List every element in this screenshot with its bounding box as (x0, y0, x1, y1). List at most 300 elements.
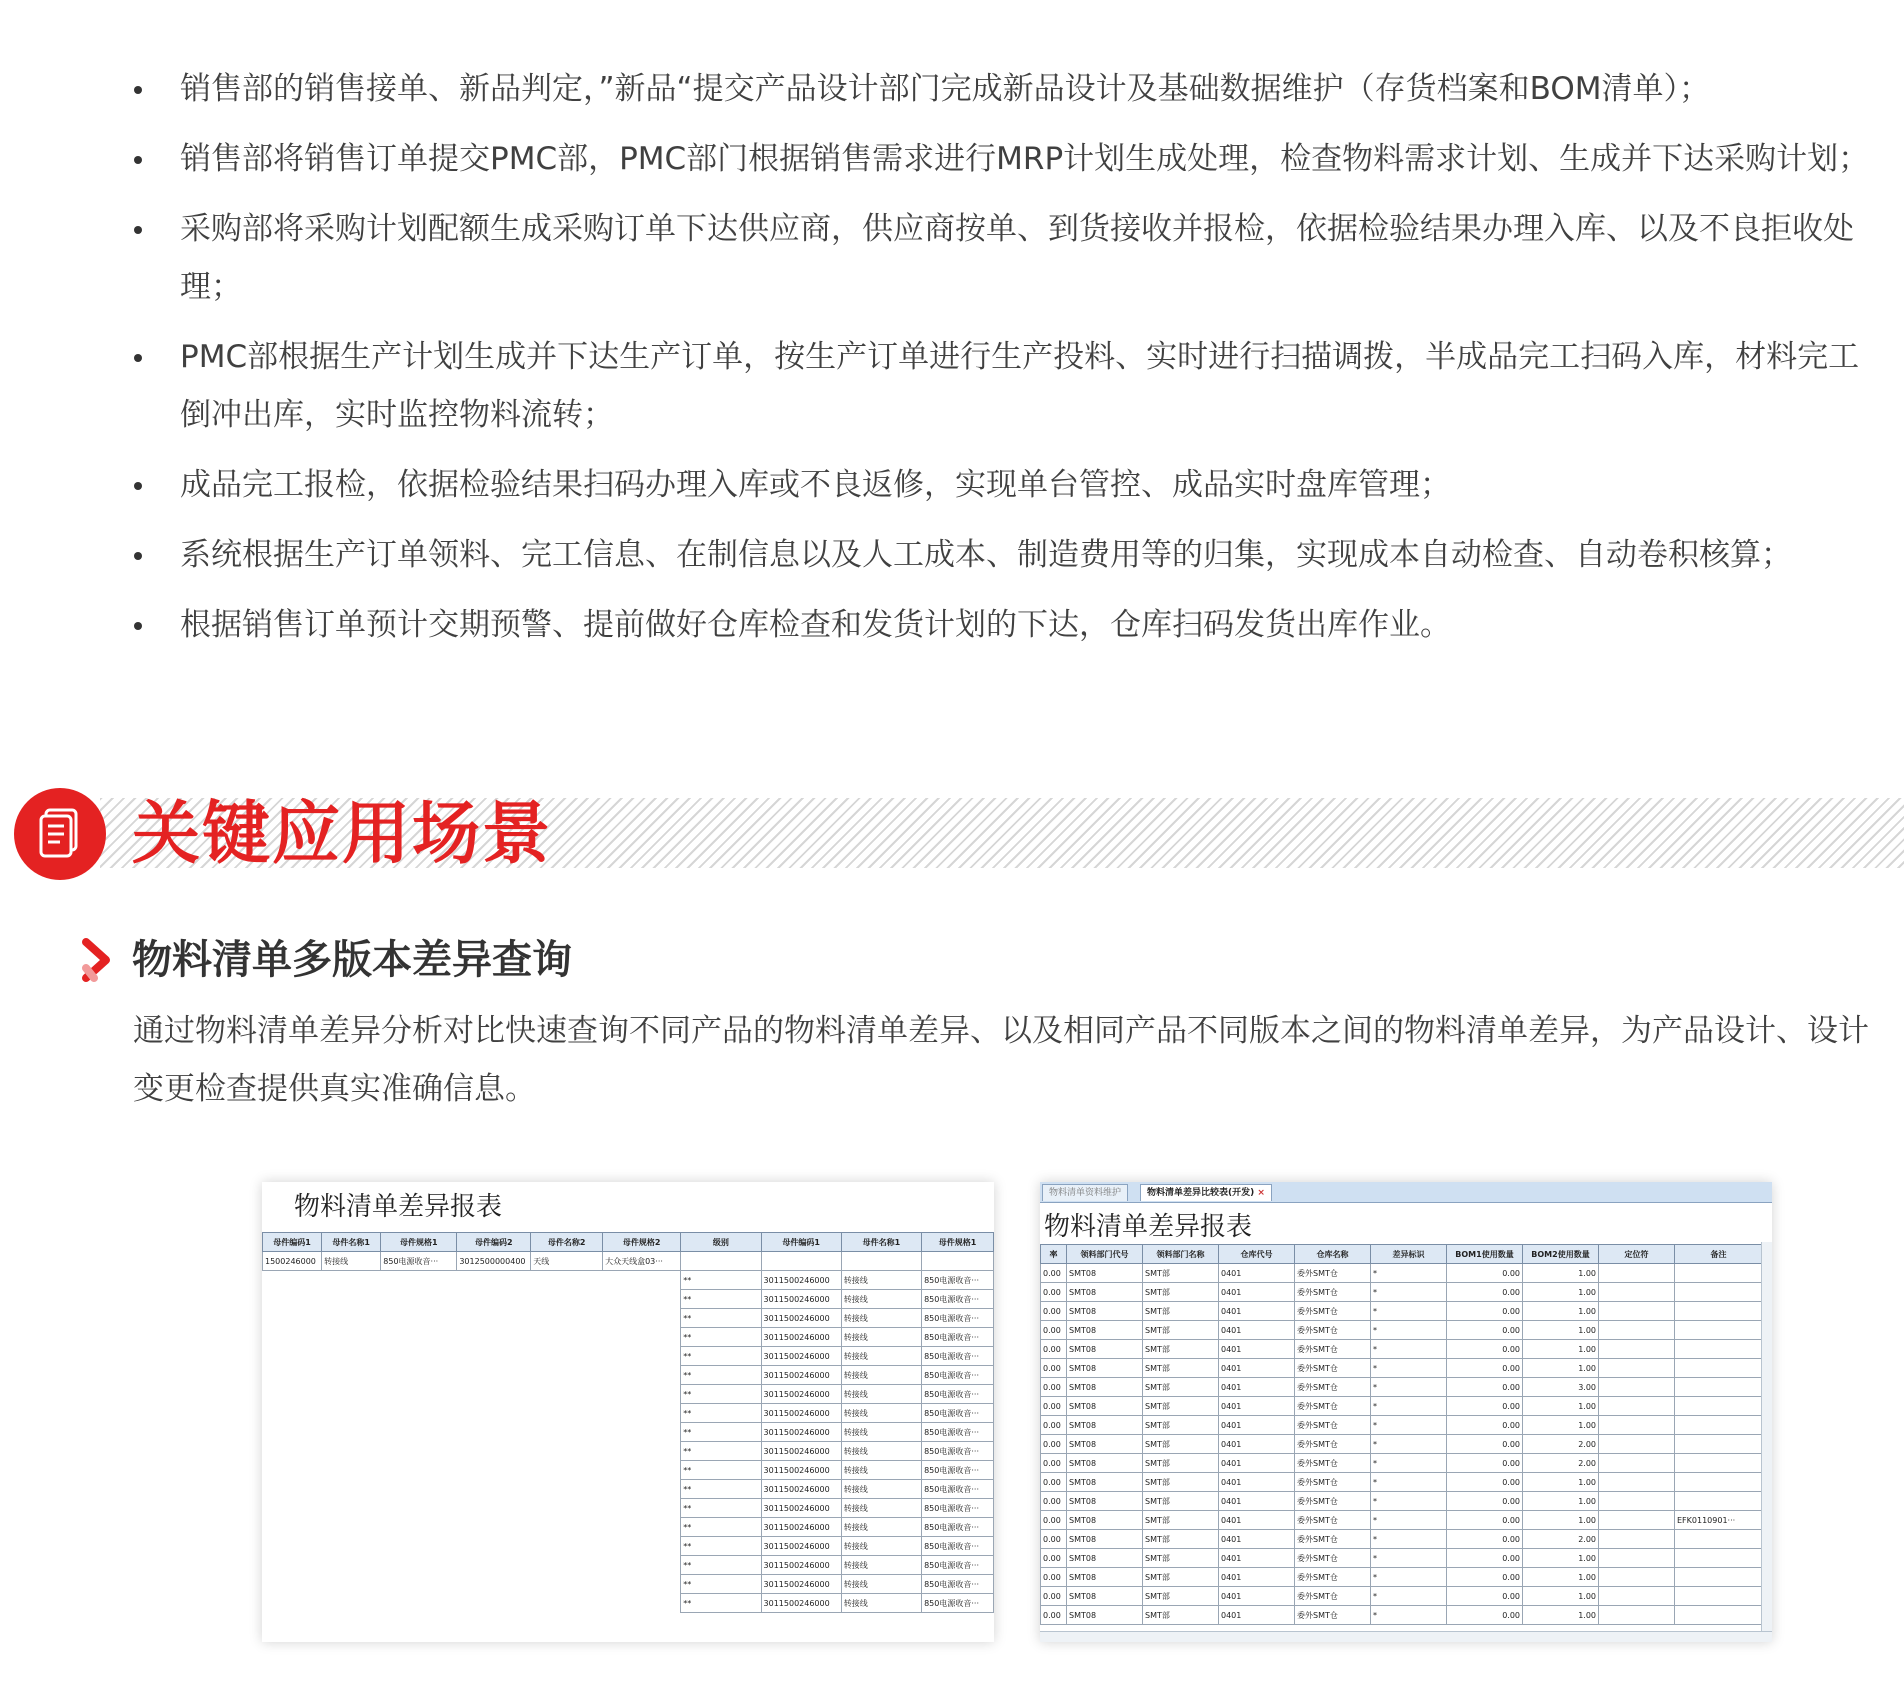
table-cell: ** (681, 1423, 761, 1442)
column-header[interactable]: 母件名称1 (322, 1233, 381, 1252)
table-row (1041, 1283, 1763, 1302)
table-cell: 3011500246000 (761, 1594, 841, 1613)
table-row (263, 1480, 994, 1499)
table-cell: 转接线 (841, 1404, 921, 1423)
table-cell (457, 1442, 531, 1461)
column-header[interactable]: 母件规格2 (603, 1233, 681, 1252)
table-cell: * (1371, 1378, 1447, 1397)
table-cell: 委外SMT仓 (1295, 1264, 1371, 1283)
table-cell: 0401 (1219, 1549, 1295, 1568)
table-cell (381, 1423, 457, 1442)
table-cell (322, 1423, 381, 1442)
chevron-right-icon (80, 938, 114, 982)
table-row (263, 1366, 994, 1385)
table-row (1041, 1511, 1763, 1530)
table-cell: 0401 (1219, 1359, 1295, 1378)
table-cell (603, 1518, 681, 1537)
table-cell: 850电源收音··· (922, 1271, 994, 1290)
report-table (262, 1232, 994, 1613)
table-cell: 0401 (1219, 1606, 1295, 1625)
table-cell: * (1371, 1359, 1447, 1378)
table-cell: * (1371, 1264, 1447, 1283)
table-row (263, 1594, 994, 1613)
table-cell (531, 1442, 603, 1461)
table-cell: SMT08 (1067, 1283, 1143, 1302)
table-cell: 0.00 (1447, 1340, 1523, 1359)
table-cell (603, 1423, 681, 1442)
table-cell: SMT08 (1067, 1511, 1143, 1530)
column-header[interactable]: 定位符 (1599, 1245, 1675, 1264)
table-cell: 0.00 (1447, 1416, 1523, 1435)
table-cell: * (1371, 1606, 1447, 1625)
table-row (1041, 1321, 1763, 1340)
table-cell (457, 1480, 531, 1499)
table-cell (531, 1309, 603, 1328)
table-cell: 转接线 (841, 1575, 921, 1594)
table-cell: 0.00 (1041, 1454, 1067, 1473)
table-cell (531, 1423, 603, 1442)
table-cell: 委外SMT仓 (1295, 1511, 1371, 1530)
table-cell (603, 1309, 681, 1328)
table-cell (1599, 1492, 1675, 1511)
table-cell: 1.00 (1523, 1587, 1599, 1606)
table-cell (263, 1271, 322, 1290)
table-cell (381, 1518, 457, 1537)
table-cell (322, 1537, 381, 1556)
table-cell: 0.00 (1041, 1435, 1067, 1454)
table-cell: ** (681, 1366, 761, 1385)
table-cell: 850电源收音··· (922, 1328, 994, 1347)
table-row (1041, 1568, 1763, 1587)
table-cell: * (1371, 1473, 1447, 1492)
table-cell: * (1371, 1454, 1447, 1473)
table-cell: 3011500246000 (761, 1309, 841, 1328)
column-header[interactable]: 领料部门代号 (1067, 1245, 1143, 1264)
table-cell (457, 1594, 531, 1613)
bullet-dot-icon (134, 86, 142, 94)
table-cell: SMT部 (1143, 1302, 1219, 1321)
table-cell: SMT08 (1067, 1587, 1143, 1606)
table-cell (1675, 1587, 1763, 1606)
table-cell (263, 1575, 322, 1594)
table-cell (263, 1499, 322, 1518)
table-row (263, 1499, 994, 1518)
table-cell (1675, 1606, 1763, 1625)
table-cell: * (1371, 1492, 1447, 1511)
table-cell: SMT部 (1143, 1283, 1219, 1302)
table-cell: SMT部 (1143, 1511, 1219, 1530)
table-cell (531, 1404, 603, 1423)
report-table (1040, 1244, 1763, 1625)
table-cell: 3011500246000 (761, 1461, 841, 1480)
table-cell: 0.00 (1447, 1283, 1523, 1302)
table-cell (681, 1252, 761, 1271)
table-cell: ** (681, 1499, 761, 1518)
table-cell: 转接线 (841, 1556, 921, 1575)
table-cell: SMT部 (1143, 1378, 1219, 1397)
table-cell: 0.00 (1447, 1549, 1523, 1568)
table-cell (322, 1366, 381, 1385)
table-cell: 850电源收音··· (922, 1309, 994, 1328)
table-cell (457, 1290, 531, 1309)
table-cell: 委外SMT仓 (1295, 1283, 1371, 1302)
table-cell: * (1371, 1321, 1447, 1340)
bullet-dot-icon (134, 156, 142, 164)
table-cell: * (1371, 1568, 1447, 1587)
table-cell (322, 1575, 381, 1594)
column-header[interactable]: 母件编码2 (457, 1233, 531, 1252)
table-row (263, 1556, 994, 1575)
table-cell (263, 1347, 322, 1366)
table-cell (457, 1328, 531, 1347)
table-cell (322, 1271, 381, 1290)
table-cell: 1500246000 (263, 1252, 322, 1271)
table-cell (322, 1404, 381, 1423)
table-cell: 0401 (1219, 1302, 1295, 1321)
table-cell (531, 1347, 603, 1366)
table-cell: 3011500246000 (761, 1404, 841, 1423)
subsection-description: 通过物料清单差异分析对比快速查询不同产品的物料清单差异、以及相同产品不同版本之间的物料清单差异，为产品设计、设计变更检查提供真实准确信息。 (133, 1013, 1869, 1107)
table-cell (322, 1290, 381, 1309)
table-cell: 0.00 (1447, 1530, 1523, 1549)
table-cell (841, 1252, 921, 1271)
table-cell: 委外SMT仓 (1295, 1340, 1371, 1359)
table-row (263, 1423, 994, 1442)
table-cell (1599, 1568, 1675, 1587)
vertical-scrollbar[interactable] (1761, 1242, 1772, 1632)
table-cell: 0.00 (1041, 1264, 1067, 1283)
table-cell: 0.00 (1447, 1606, 1523, 1625)
table-cell: 0.00 (1041, 1549, 1067, 1568)
table-cell: 委外SMT仓 (1295, 1416, 1371, 1435)
table-cell (603, 1385, 681, 1404)
table-cell: 转接线 (841, 1594, 921, 1613)
table-cell: 0401 (1219, 1454, 1295, 1473)
table-cell (322, 1480, 381, 1499)
table-row (1041, 1549, 1763, 1568)
column-header[interactable]: 母件名称1 (841, 1233, 921, 1252)
table-cell: 1.00 (1523, 1511, 1599, 1530)
table-row (263, 1461, 994, 1480)
table-cell: 0401 (1219, 1435, 1295, 1454)
table-cell: 0401 (1219, 1530, 1295, 1549)
tab-bom-diff-compare[interactable]: 物料清单差异比较表(开发) × (1140, 1184, 1272, 1201)
table-cell: 0401 (1219, 1473, 1295, 1492)
table-cell (531, 1499, 603, 1518)
section-title: 关键应用场景 (132, 795, 553, 874)
table-cell (263, 1518, 322, 1537)
table-cell: SMT08 (1067, 1568, 1143, 1587)
column-header[interactable]: 级别 (681, 1233, 761, 1252)
bullet-item: 销售部的销售接单、新品判定，”新品“提交产品设计部门完成新品设计及基础数据维护（存货档案和BOM清单）； (130, 60, 1890, 118)
table-cell (457, 1309, 531, 1328)
table-cell (1599, 1416, 1675, 1435)
column-header[interactable]: 母件规格1 (922, 1233, 994, 1252)
table-row (1041, 1264, 1763, 1283)
table-cell: 1.00 (1523, 1473, 1599, 1492)
bullet-item: 销售部将销售订单提交PMC部，PMC部门根据销售需求进行MRP计划生成处理，检查物料需求计划、生成并下达采购计划； (130, 130, 1890, 188)
table-cell: 850电源收音··· (922, 1423, 994, 1442)
table-cell: 0401 (1219, 1283, 1295, 1302)
table-cell: 0.00 (1041, 1473, 1067, 1492)
column-header[interactable]: 率 (1041, 1245, 1067, 1264)
table-cell: * (1371, 1549, 1447, 1568)
table-cell (263, 1366, 322, 1385)
table-cell (531, 1537, 603, 1556)
table-cell (1599, 1606, 1675, 1625)
table-cell: 3012500000400 (457, 1252, 531, 1271)
table-cell: 850电源收音··· (922, 1499, 994, 1518)
table-cell: ** (681, 1442, 761, 1461)
table-cell: SMT08 (1067, 1302, 1143, 1321)
table-cell: 0.00 (1447, 1302, 1523, 1321)
column-header[interactable]: 母件编码1 (263, 1233, 322, 1252)
table-cell: ** (681, 1290, 761, 1309)
table-cell (381, 1537, 457, 1556)
table-cell (457, 1499, 531, 1518)
table-cell: 850电源收音··· (922, 1556, 994, 1575)
table-cell (322, 1328, 381, 1347)
table-cell: 0.00 (1041, 1511, 1067, 1530)
table-cell: 3011500246000 (761, 1423, 841, 1442)
table-cell (263, 1442, 322, 1461)
table-cell (381, 1442, 457, 1461)
table-row (263, 1404, 994, 1423)
bullet-item: 成品完工报检，依据检验结果扫码办理入库或不良返修，实现单台管控、成品实时盘库管理； (130, 456, 1890, 514)
column-header[interactable]: 备注 (1675, 1245, 1763, 1264)
table-cell: 0.00 (1041, 1568, 1067, 1587)
table-cell: 委外SMT仓 (1295, 1321, 1371, 1340)
table-row (1041, 1454, 1763, 1473)
table-cell: 850电源收音··· (922, 1385, 994, 1404)
table-cell: 大众天线盒03··· (603, 1252, 681, 1271)
table-cell: 3011500246000 (761, 1328, 841, 1347)
report-title: 物料清单差异报表 (294, 1192, 503, 1222)
table-cell (322, 1594, 381, 1613)
bom-diff-report-screenshot-1 (262, 1182, 994, 1642)
section-header (0, 780, 1904, 890)
table-cell (263, 1328, 322, 1347)
table-cell: 转接线 (841, 1442, 921, 1461)
close-icon[interactable]: × (1257, 1188, 1265, 1198)
table-cell: SMT部 (1143, 1321, 1219, 1340)
table-cell (1599, 1397, 1675, 1416)
table-cell: 3.00 (1523, 1378, 1599, 1397)
table-cell (1675, 1530, 1763, 1549)
report-title: 物料清单差异报表 (1044, 1212, 1253, 1242)
table-cell: 850电源收音··· (922, 1480, 994, 1499)
table-cell (263, 1594, 322, 1613)
table-cell: 0.00 (1447, 1568, 1523, 1587)
column-header[interactable]: 母件名称2 (531, 1233, 603, 1252)
table-cell: 委外SMT仓 (1295, 1606, 1371, 1625)
table-cell: ** (681, 1556, 761, 1575)
table-cell (457, 1461, 531, 1480)
table-cell: SMT部 (1143, 1606, 1219, 1625)
tab-bar (1040, 1182, 1772, 1203)
table-row (1041, 1416, 1763, 1435)
table-cell: 0.00 (1447, 1378, 1523, 1397)
table-cell: 转接线 (322, 1252, 381, 1271)
table-cell (457, 1347, 531, 1366)
table-cell: 0.00 (1041, 1397, 1067, 1416)
table-cell: 0401 (1219, 1378, 1295, 1397)
table-cell (322, 1442, 381, 1461)
table-cell: 0401 (1219, 1416, 1295, 1435)
column-header[interactable]: 差异标识 (1371, 1245, 1447, 1264)
column-header[interactable]: 仓库代号 (1219, 1245, 1295, 1264)
bullet-item: 根据销售订单预计交期预警、提前做好仓库检查和发货计划的下达，仓库扫码发货出库作业。 (130, 596, 1890, 654)
table-cell: 0.00 (1041, 1359, 1067, 1378)
table-cell: 转接线 (841, 1499, 921, 1518)
table-cell (263, 1423, 322, 1442)
table-cell: SMT部 (1143, 1549, 1219, 1568)
table-cell: 委外SMT仓 (1295, 1359, 1371, 1378)
table-cell: 3011500246000 (761, 1480, 841, 1499)
table-cell: 0.00 (1447, 1435, 1523, 1454)
table-row (1041, 1378, 1763, 1397)
table-cell: 1.00 (1523, 1416, 1599, 1435)
table-row (263, 1309, 994, 1328)
table-cell: * (1371, 1530, 1447, 1549)
bullet-item: 采购部将采购计划配额生成采购订单下达供应商，供应商按单、到货接收并报检，依据检验结果办理入库、以及不良拒收处理； (130, 200, 1890, 316)
horizontal-scrollbar[interactable] (1040, 1631, 1772, 1642)
table-cell: 委外SMT仓 (1295, 1435, 1371, 1454)
table-cell: 0.00 (1041, 1378, 1067, 1397)
table-cell: SMT08 (1067, 1264, 1143, 1283)
table-cell: 转接线 (841, 1461, 921, 1480)
table-cell: 1.00 (1523, 1549, 1599, 1568)
table-cell (531, 1366, 603, 1385)
table-cell (531, 1480, 603, 1499)
table-cell (603, 1499, 681, 1518)
table-cell: 1.00 (1523, 1302, 1599, 1321)
table-cell: SMT部 (1143, 1416, 1219, 1435)
table-cell (1675, 1492, 1763, 1511)
document-icon (14, 788, 106, 880)
table-row (1041, 1473, 1763, 1492)
table-cell (322, 1461, 381, 1480)
table-cell (457, 1404, 531, 1423)
bullet-item: PMC部根据生产计划生成并下达生产订单，按生产订单进行生产投料、实时进行扫描调拨，半成品完工扫码入库，材料完工倒冲出库，实时监控物料流转； (130, 328, 1890, 444)
table-cell: 3011500246000 (761, 1271, 841, 1290)
table-cell (1675, 1378, 1763, 1397)
table-cell (263, 1404, 322, 1423)
table-cell (381, 1575, 457, 1594)
table-cell: 委外SMT仓 (1295, 1587, 1371, 1606)
bullet-dot-icon (134, 482, 142, 490)
table-cell (381, 1385, 457, 1404)
table-cell (381, 1461, 457, 1480)
table-cell: 0.00 (1447, 1587, 1523, 1606)
table-cell (1675, 1454, 1763, 1473)
table-cell: 0401 (1219, 1511, 1295, 1530)
table-cell: 0.00 (1447, 1359, 1523, 1378)
table-row (263, 1271, 994, 1290)
table-row (263, 1252, 994, 1271)
column-header[interactable]: 仓库名称 (1295, 1245, 1371, 1264)
bullet-dot-icon (134, 622, 142, 630)
table-cell (457, 1575, 531, 1594)
table-cell: SMT08 (1067, 1340, 1143, 1359)
table-cell (263, 1480, 322, 1499)
table-row (1041, 1606, 1763, 1625)
table-row (1041, 1492, 1763, 1511)
table-cell (381, 1404, 457, 1423)
table-row (1041, 1530, 1763, 1549)
table-cell (1599, 1283, 1675, 1302)
column-header[interactable]: 母件规格1 (381, 1233, 457, 1252)
table-cell: SMT部 (1143, 1359, 1219, 1378)
table-cell: SMT部 (1143, 1340, 1219, 1359)
table-cell (457, 1556, 531, 1575)
table-cell (263, 1309, 322, 1328)
table-cell: 850电源收音··· (922, 1537, 994, 1556)
table-cell: SMT部 (1143, 1264, 1219, 1283)
table-cell: SMT部 (1143, 1454, 1219, 1473)
table-cell: ** (681, 1461, 761, 1480)
tab-bom-maintenance[interactable]: 物料清单资料维护 (1042, 1184, 1128, 1201)
table-cell: 3011500246000 (761, 1442, 841, 1461)
table-row (1041, 1397, 1763, 1416)
bullet-dot-icon (134, 354, 142, 362)
column-header[interactable]: BOM1使用数量 (1447, 1245, 1523, 1264)
table-cell: 0401 (1219, 1321, 1295, 1340)
table-cell (322, 1309, 381, 1328)
table-cell: 0.00 (1041, 1321, 1067, 1340)
table-cell: SMT部 (1143, 1530, 1219, 1549)
table-cell: ** (681, 1480, 761, 1499)
table-cell: 委外SMT仓 (1295, 1473, 1371, 1492)
table-cell: ** (681, 1328, 761, 1347)
table-cell: 0401 (1219, 1340, 1295, 1359)
table-row (263, 1442, 994, 1461)
table-cell: 天线 (531, 1252, 603, 1271)
column-header[interactable]: 母件编码1 (761, 1233, 841, 1252)
bom-diff-report-screenshot-2 (1040, 1182, 1772, 1642)
table-cell (322, 1556, 381, 1575)
table-cell (1675, 1264, 1763, 1283)
table-row (263, 1385, 994, 1404)
table-cell: 0.00 (1041, 1587, 1067, 1606)
table-cell (457, 1423, 531, 1442)
table-cell: * (1371, 1435, 1447, 1454)
table-cell (531, 1461, 603, 1480)
table-cell: 0.00 (1041, 1283, 1067, 1302)
column-header[interactable]: 领料部门名称 (1143, 1245, 1219, 1264)
table-cell (1675, 1302, 1763, 1321)
bullet-dot-icon (134, 226, 142, 234)
column-header[interactable]: BOM2使用数量 (1523, 1245, 1599, 1264)
table-cell (531, 1271, 603, 1290)
table-cell: ** (681, 1404, 761, 1423)
table-cell: 转接线 (841, 1347, 921, 1366)
table-cell (381, 1290, 457, 1309)
table-cell: 0.00 (1041, 1340, 1067, 1359)
table-cell: 850电源收音··· (922, 1575, 994, 1594)
table-cell (531, 1290, 603, 1309)
table-cell (603, 1290, 681, 1309)
table-cell: 1.00 (1523, 1321, 1599, 1340)
table-cell (1675, 1568, 1763, 1587)
table-row (1041, 1359, 1763, 1378)
table-cell (322, 1499, 381, 1518)
table-cell (381, 1328, 457, 1347)
table-cell: 0.00 (1447, 1492, 1523, 1511)
table-row (263, 1328, 994, 1347)
table-cell (1599, 1530, 1675, 1549)
table-cell: ** (681, 1347, 761, 1366)
